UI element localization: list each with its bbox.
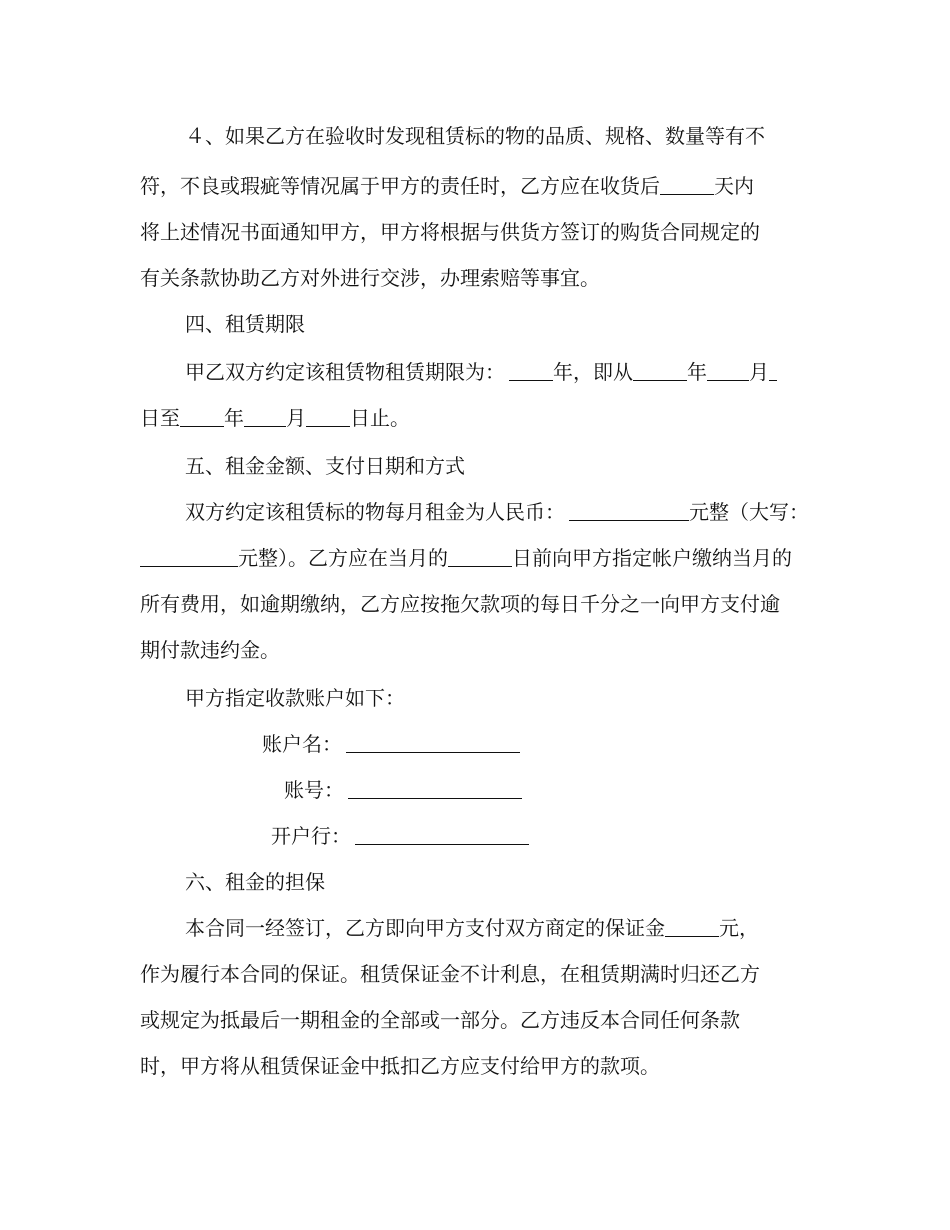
section4-text: 甲乙双方约定该租赁物租赁期限为： (185, 360, 505, 384)
clause4-line4 (140, 262, 600, 294)
section5-text: 元整）。乙方应在当月的 (238, 546, 448, 570)
clause4-text: 天内 (714, 174, 754, 198)
section5-line2 (140, 542, 792, 574)
section5-text: 甲方指定收款账户如下： (185, 686, 405, 710)
end-year-blank (180, 402, 224, 427)
clause4-text: 有关条款协助乙方对外进行交涉，办理索赔等事宜。 (140, 266, 600, 290)
section4-text: 年 (224, 406, 244, 430)
section-heading: 六、租金的担保 (185, 870, 325, 894)
section4-text: 日至 (140, 406, 180, 430)
section5-text: 期付款违约金。 (140, 638, 280, 662)
account-name-label: 账户名： (262, 732, 342, 756)
end-day-blank (306, 402, 350, 427)
bank-line (271, 820, 529, 852)
section6-title (185, 866, 325, 898)
section-heading: 四、租赁期限 (185, 312, 305, 336)
section6-text: 或规定为抵最后一期租金的全部或一部分。乙方违反本合同任何条款 (140, 1008, 740, 1032)
section5-text: 双方约定该租赁标的物每月租金为人民币： (185, 500, 565, 524)
account-name-line (262, 728, 520, 760)
section6-line4 (140, 1050, 660, 1082)
section5-text: 所有费用，如逾期缴纳，乙方应按拖欠款项的每日千分之一向甲方支付逾 (140, 592, 780, 616)
section6-line1 (185, 912, 759, 944)
section4-text: 年 (687, 360, 707, 384)
section4-line2 (140, 402, 410, 434)
section4-text: 月 (749, 360, 769, 384)
rent-amount-words-blank (140, 542, 238, 567)
bank-label: 开户行： (271, 824, 351, 848)
section4-text: 日止。 (350, 406, 410, 430)
section-heading: 五、租金金额、支付日期和方式 (185, 454, 465, 478)
section4-text: 年，即从 (553, 360, 633, 384)
end-month-blank (244, 402, 286, 427)
payment-day-blank (448, 542, 512, 567)
section5-text: 元整（大写： (689, 500, 809, 524)
account-intro (185, 682, 405, 714)
start-day-blank (769, 356, 777, 381)
start-year-blank (633, 356, 687, 381)
section5-line3 (140, 588, 780, 620)
section6-text: 时，甲方将从租赁保证金中抵扣乙方应支付给甲方的款项。 (140, 1054, 660, 1078)
account-no-line (284, 774, 522, 806)
section5-line1 (185, 496, 809, 528)
section5-title (185, 450, 465, 482)
bank-blank (355, 820, 529, 845)
section5-text: 日前向甲方指定帐户缴纳当月的 (512, 546, 792, 570)
account-name-blank (346, 728, 520, 753)
clause4-text: 将上述情况书面通知甲方，甲方将根据与供货方签订的购货合同规定的 (140, 220, 760, 244)
clause4-text: 符，不良或瑕疵等情况属于甲方的责任时，乙方应在收货后 (140, 174, 660, 198)
clause4-line2 (140, 170, 754, 202)
clause4-text: ４、如果乙方在验收时发现租赁标的物的品质、规格、数量等有不 (185, 124, 765, 148)
section5-line4 (140, 634, 280, 666)
term-years-blank (509, 356, 553, 381)
rent-amount-blank (569, 496, 689, 521)
section4-title (185, 308, 305, 340)
start-month-blank (707, 356, 749, 381)
account-no-label: 账号： (284, 778, 344, 802)
deposit-blank (665, 912, 719, 937)
section6-line2 (140, 958, 760, 990)
section4-line1 (185, 356, 777, 388)
section4-text: 月 (286, 406, 306, 430)
clause4-line3 (140, 216, 760, 248)
section6-line3 (140, 1004, 740, 1036)
section6-text: 作为履行本合同的保证。租赁保证金不计利息，在租赁期满时归还乙方 (140, 962, 760, 986)
account-no-blank (348, 774, 522, 799)
section6-text: 元， (719, 916, 759, 940)
days-blank (660, 170, 714, 195)
clause4-line1 (185, 120, 765, 152)
section6-text: 本合同一经签订，乙方即向甲方支付双方商定的保证金 (185, 916, 665, 940)
